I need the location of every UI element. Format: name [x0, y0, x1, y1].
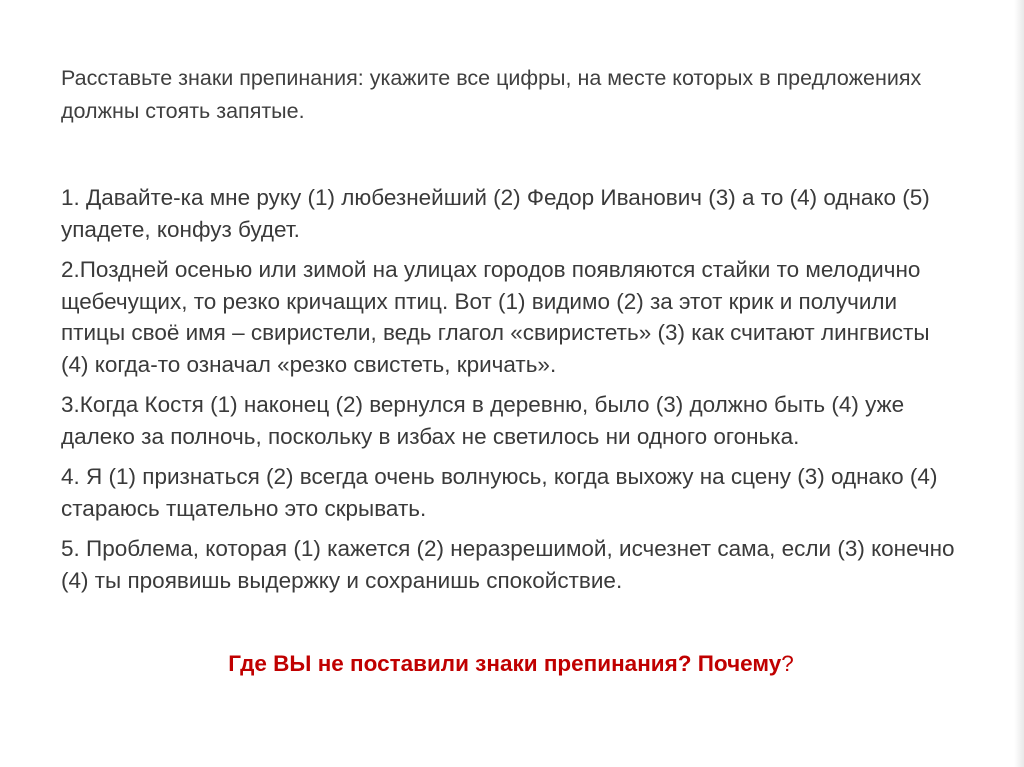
task-item-2: 2.Поздней осенью или зимой на улицах городов появляются стайки то мелодично щебечущих, то резко кричащих птиц. Вот (1) видимо (2) за этот крик и получили птицы своё имя – свиристели, ведь глагол «свиристеть» (3) как считают лингвисты (4) когда-то означал «резко свистеть, кричать». [61, 257, 930, 377]
task-item-5: 5. Проблема, которая (1) кажется (2) неразрешимой, исчезнет сама, если (3) конечно (4) ты проявишь выдержку и сохранишь спокойствие. [61, 536, 955, 593]
question-text: Где ВЫ не поставили знаки препинания? Почему [228, 651, 782, 676]
question-mark: ? [781, 651, 794, 676]
question-line [61, 648, 961, 679]
task-item-3: 3.Когда Костя (1) наконец (2) вернулся в деревню, было (3) должно быть (4) уже далеко за полночь, поскольку в избах не светилось ни одного огонька. [61, 392, 905, 449]
instruction-text: Расставьте знаки препинания: укажите все цифры, на месте которых в предложениях должны стоять запятые. [61, 66, 922, 123]
task-list [61, 182, 961, 605]
task-item-4: 4. Я (1) признаться (2) всегда очень волнуюсь, когда выхожу на сцену (3) однако (4) стараюсь тщательно это скрывать. [61, 464, 938, 521]
slide-edge-shadow [1014, 0, 1024, 767]
task-item-1: 1. Давайте-ка мне руку (1) любезнейший (2) Федор Иванович (3) а то (4) однако (5) упадете, конфуз будет. [61, 185, 930, 242]
